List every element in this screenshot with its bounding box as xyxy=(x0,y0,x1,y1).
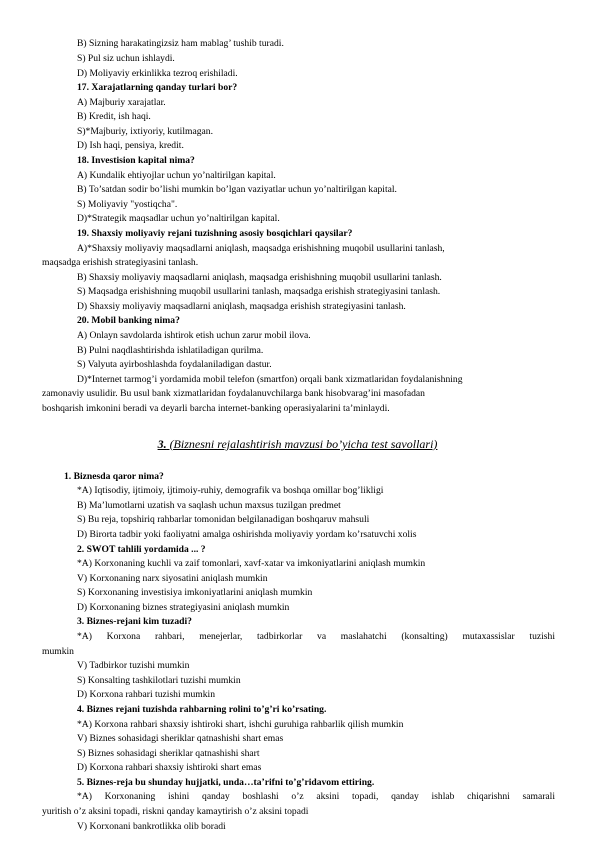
answer-option: B) To’satdan sodir bo’lishi mumkin bo’lgan vaziyatlar uchun yo’naltirilgan kapital. xyxy=(77,184,397,195)
question-heading: 4. Biznes rejani tuzishda rahbarning rolini to’g’ri ko’rsating. xyxy=(77,704,327,715)
answer-option: V) Tadbirkor tuzishi mumkin xyxy=(77,660,190,671)
answer-option: B) Ma’lumotlarni uzatish va saqlash uchun maxsus tuzilgan predmet xyxy=(77,500,341,511)
answer-option: A) Majburiy xarajatlar. xyxy=(77,97,166,108)
answer-option: D) Korxonaning biznes strategiyasini aniqlash mumkin xyxy=(77,602,290,613)
answer-option-continuation: zamonaviy usulidir. Bu usul bank xizmatlaridan foydalanuvchilarga bank hisobvarag’ini masofadan xyxy=(42,388,425,399)
answer-option-continuation: maqsadga erishish strategiyasini tanlash. xyxy=(42,257,199,268)
answer-option: S) Valyuta ayirboshlashda foydalaniladigan dastur. xyxy=(77,359,272,370)
question-heading: 5. Biznes-reja bu shunday hujjatki, unda…ta’rifni to’g’ridavom ettiring. xyxy=(77,777,375,788)
answer-option: V) Korxonani bankrotlikka olib boradi xyxy=(77,821,226,832)
question-heading: 19. Shaxsiy moliyaviy rejani tuzishning asosiy bosqichlari qaysilar? xyxy=(77,228,353,239)
answer-option-continuation: yuritish o’z aksini topadi, riskni qanday kamaytirish o’z aksini topadi xyxy=(42,806,309,817)
answer-option: B) Pulni naqdlashtirishda ishlatiladigan qurilma. xyxy=(77,345,264,356)
answer-option: *A) Korxonaning ishini qanday boshlashi o’z aksini topadi, qanday ishlab chiqarishni samarali xyxy=(77,791,555,802)
answer-option: *A) Korxona rahbari shaxsiy ishtiroki shart, ishchi guruhiga rahbarlik qilish mumkin xyxy=(77,719,404,730)
answer-option: D) Moliyaviy erkinlikka tezroq erishiladi. xyxy=(77,68,238,79)
answer-option: S) Korxonaning investisiya imkoniyatlarini aniqlash mumkin xyxy=(77,587,313,598)
question-heading: 17. Xarajatlarning qanday turlari bor? xyxy=(77,82,238,93)
answer-option: D) Shaxsiy moliyaviy maqsadlarni aniqlash, maqsadga erishish strategiyasini tanlash. xyxy=(77,301,406,312)
question-heading: 2. SWOT tahlili yordamida ... ? xyxy=(77,544,206,555)
answer-option: A)*Shaxsiy moliyaviy maqsadlarni aniqlash, maqsadga erishishning muqobil usullarini tanlash, xyxy=(77,243,445,254)
answer-option: S) Pul siz uchun ishlaydi. xyxy=(77,53,175,64)
answer-option: V) Korxonaning narx siyosatini aniqlash mumkin xyxy=(77,573,268,584)
section-number: 3. xyxy=(157,437,167,451)
answer-option: A) Onlayn savdolarda ishtirok etish uchun zarur mobil ilova. xyxy=(77,330,311,341)
question-heading: 3. Biznes-rejani kim tuzadi? xyxy=(77,616,192,627)
answer-option: D) Korxona rahbari shaxsiy ishtiroki shart emas xyxy=(77,762,262,773)
answer-option: V) Biznes sohasidagi sheriklar qatnashishi shart emas xyxy=(77,733,284,744)
answer-option: D) Ish haqi, pensiya, kredit. xyxy=(77,140,184,151)
section-heading xyxy=(0,437,595,452)
answer-option: S)*Majburiy, ixtiyoriy, kutilmagan. xyxy=(77,126,213,137)
answer-option: B) Kredit, ish haqi. xyxy=(77,111,151,122)
question-heading: 20. Mobil banking nima? xyxy=(77,315,180,326)
answer-option: D)*Strategik maqsadlar uchun yo’naltirilgan kapital. xyxy=(77,213,280,224)
answer-option: S) Bu reja, topshiriq rahbarlar tomonidan belgilanadigan boshqaruv mahsuli xyxy=(77,514,370,525)
section-title: (Biznesni rejalashtirish mavzusi bo’yicha test savollari) xyxy=(166,437,438,451)
answer-option: S) Moliyaviy "yostiqcha". xyxy=(77,199,178,210)
answer-option: B) Shaxsiy moliyaviy maqsadlarni aniqlash, maqsadga erishishning muqobil usullarini tanlash. xyxy=(77,272,442,283)
answer-option: *A) Iqtisodiy, ijtimoiy, ijtimoiy-ruhiy, demografik va boshqa omillar bog’likligi xyxy=(77,485,384,496)
question-heading: 18. Investision kapital nima? xyxy=(77,155,195,166)
answer-option-continuation: mumkin xyxy=(42,646,74,657)
answer-option: S) Maqsadga erishishning muqobil usullarini tanlash, maqsadga erishish strategiyasini tanlash. xyxy=(77,286,441,297)
answer-option: D) Birorta tadbir yoki faoliyatni amalga oshirishda moliyaviy yordam ko’rsatuvchi xolis xyxy=(77,529,417,540)
answer-option: *A) Korxona rahbari, menejerlar, tadbirkorlar va maslahatchi (konsalting) mutaxassislar tuzishi xyxy=(77,631,555,642)
answer-option: B) Sizning harakatingizsiz ham mablag’ tushib turadi. xyxy=(77,38,284,49)
answer-option-continuation: boshqarish imkonini beradi va deyarli barcha internet-banking operasiyalarini ta’minlaydi. xyxy=(42,403,390,414)
answer-option: A) Kundalik ehtiyojlar uchun yo’naltirilgan kapital. xyxy=(77,170,276,181)
answer-option: D) Korxona rahbari tuzishi mumkin xyxy=(77,689,216,700)
answer-option: S) Biznes sohasidagi sheriklar qatnashishi shart xyxy=(77,748,260,759)
answer-option: *A) Korxonaning kuchli va zaif tomonlari, xavf-xatar va imkoniyatlarini aniqlash mumkin xyxy=(77,558,426,569)
answer-option: D)*Internet tarmog’i yordamida mobil telefon (smartfon) orqali bank xizmatlaridan foydalanishning xyxy=(77,374,463,385)
answer-option: S) Konsalting tashkilotlari tuzishi mumkin xyxy=(77,675,241,686)
question-heading: 1. Biznesda qaror nima? xyxy=(64,471,164,482)
